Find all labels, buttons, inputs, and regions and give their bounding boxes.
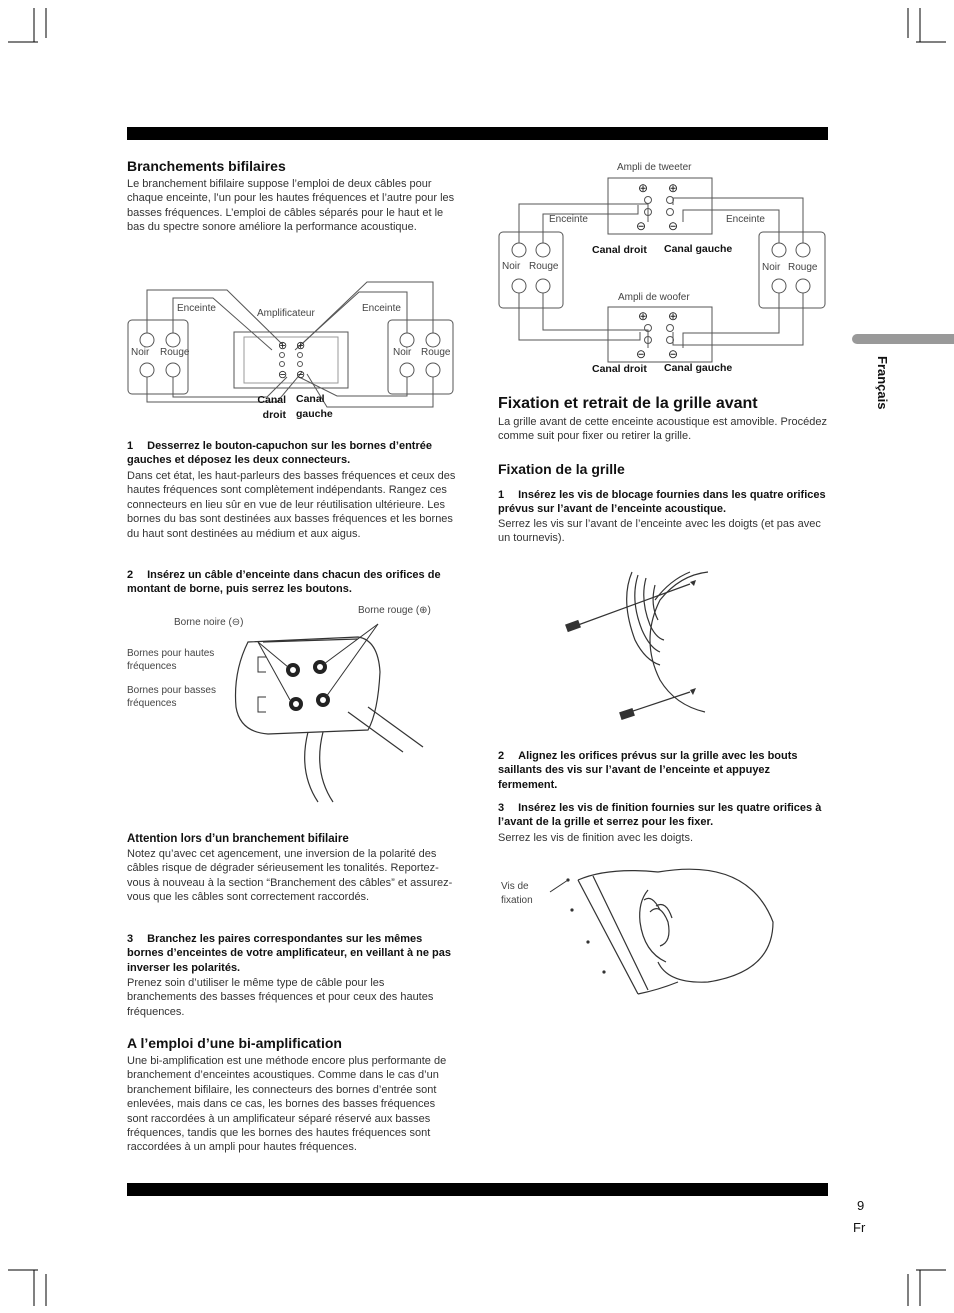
borne-rouge-label: Borne rouge (⊕) [358,605,431,616]
diagram1-canal-gauche: Canal gauche [296,393,333,420]
language-code: Fr [853,1220,866,1235]
svg-text:⊕: ⊕ [668,309,679,323]
heading-fixation-retrait-grille: Fixation et retrait de la grille avant [498,395,758,412]
step-text: Branchez les paires correspondantes sur les mêmes bornes d’enceintes de votre amplificateur, en veillant à ne pas inverser les polarités. [127,933,452,974]
bottom-rule [127,1183,828,1196]
grille-step2-title [498,749,828,792]
borne-noire-label: Borne noire (⊖) [174,617,244,628]
bifilaire-step3-title [127,932,457,975]
diagram2-canal-gauche-bottom: Canal gauche [664,362,733,374]
ampli-tweeter-label: Ampli de tweeter [617,162,692,173]
bifilaire-intro: Le branchement bifilaire suppose l’emploi de deux câbles pour chaque enceinte, l’un pour les hautes fréquences et l’autre pour les basses fréquences. L’emploi de câbles séparés pour le haut et le bas du spectre sonore améliore la performance acoustique. [127,178,455,234]
svg-text:⊕: ⊕ [278,340,288,352]
diagram2-canal-gauche-top: Canal gauche [664,243,733,255]
grille-step3-body: Serrez les vis de finition avec les doigts. [498,832,694,844]
step-text: Desserrez le bouton-capuchon sur les bornes d’entrée gauches et déposez les deux connecteurs. [127,440,432,467]
vis-fixation-label-line2: fixation [501,895,533,906]
step-number: 1 [127,440,134,452]
step-number: 2 [498,750,505,762]
step-text: Insérez les vis de finition fournies sur les quatre orifices à l’avant de la grille et serrez pour les fixer. [498,802,822,829]
bifilaire-step1-title [127,439,457,468]
heading-bi-amplification: A l’emploi d’une bi-amplification [127,1035,342,1051]
grille-illustration [548,862,778,1002]
diagram1-canal-droit: Canal droit [257,394,286,421]
grille-step1-title [498,488,828,517]
diagram1-rouge-right: Rouge [421,347,451,358]
svg-text:⊖: ⊖ [296,369,306,381]
top-rule [127,127,828,140]
diagram1-noir-right: Noir [393,347,412,358]
bornes-hautes-label: Bornes pour hautes fréquences [127,648,215,672]
step-text: Insérez un câble d’enceinte dans chacun des orifices de montant de borne, puis serrez les boutons. [127,569,441,596]
page-number: 9 [857,1198,865,1213]
step-number: 2 [127,569,134,581]
grille-step1-body: Serrez les vis sur l’avant de l’enceinte avec les doigts (et pas avec un tournevis). [498,518,821,545]
step-text: Alignez les orifices prévus sur la grille avec les bouts saillants des vis sur l’avant de l’enceinte et appuyez fermement. [498,750,798,791]
step-number: 1 [498,489,505,501]
diagram1-rouge-left: Rouge [160,347,190,358]
diagram1-noir-left: Noir [131,347,150,358]
diagram1-amplificateur: Amplificateur [257,308,315,319]
terminal-diagram [228,612,458,812]
language-label: Français [875,356,890,410]
screw-illustration-1 [560,570,720,730]
diagram2-noir-left: Noir [502,261,521,272]
svg-text:⊖: ⊖ [668,347,679,361]
grille-intro: La grille avant de cette enceinte acoustique est amovible. Procédez comme suit pour fixer ou retirer la grille. [498,416,827,443]
attention-body: Notez qu’avec cet agencement, une inversion de la polarité des câbles risque de dégrader sérieusement les tonalités. Reportez-vous à nouveau à la section “Branchement des câbles” et assurez-vous que les câbles sont correctement raccordés. [127,848,453,904]
bifilaire-step1-body: Dans cet état, les haut-parleurs des basses fréquences et ceux des hautes fréquences sont complètement indépendants. Rangez ces connecteurs en lieu sûr en vue de leur réutilisation ultérieure. Les bornes du bas sont destinées aux basses fréquences et les bornes du haut sont destinées au médium et aux aigus. [127,470,456,540]
bornes-basses-label: Bornes pour basses fréquences [127,685,216,709]
attention-heading: Attention lors d’un branchement bifilaire [127,833,349,845]
svg-text:⊖: ⊖ [668,219,679,233]
svg-text:⊕: ⊕ [668,181,679,195]
ampli-woofer-label: Ampli de woofer [618,292,690,303]
svg-text:⊖: ⊖ [636,219,647,233]
svg-text:⊖: ⊖ [636,347,647,361]
diagram2-canal-droit-bottom: Canal droit [592,363,647,375]
bi-amplification-body: Une bi-amplification est une méthode encore plus performante de branchement d’enceintes acoustiques. Comme dans le cas d’un branchement bifilaire, les connecteurs des bornes d’entrée sont enlevées, mais dans ce cas, les bornes des basses fréquences sont raccordées à un amplificateur séparé réservé aux basses fréquences, tandis que les bornes des hautes fréquences sont raccordées à un ampli pour hautes fréquences. [127,1055,447,1154]
heading-branchements-bifilaires: Branchements bifilaires [127,158,286,174]
diagram2-canal-droit-top: Canal droit [592,244,647,256]
biamp-diagram [498,170,828,380]
diagram2-rouge-right: Rouge [788,262,818,273]
diagram2-noir-right: Noir [762,262,781,273]
svg-text:⊕: ⊕ [638,309,649,323]
bifilaire-step2-title [127,568,457,597]
diagram1-enceinte-left: Enceinte [177,303,216,314]
step-text: Insérez les vis de blocage fournies dans les quatre orifices prévus sur l’avant de l’enceinte acoustique. [498,489,826,516]
diagram2-enceinte-left: Enceinte [549,214,588,225]
svg-text:⊖: ⊖ [278,369,288,381]
svg-text:⊕: ⊕ [638,181,649,195]
diagram2-rouge-left: Rouge [529,261,559,272]
bifilaire-step3-body: Prenez soin d’utiliser le même type de câble pour les branchements des basses fréquences et pour ceux des hautes fréquences. [127,977,434,1018]
svg-text:⊕: ⊕ [296,340,306,352]
grille-step3-title [498,801,828,830]
heading-fixation-grille: Fixation de la grille [498,461,625,477]
step-number: 3 [127,933,134,945]
step-number: 3 [498,802,505,814]
diagram2-enceinte-right: Enceinte [726,214,765,225]
vis-fixation-label-line1: Vis de [501,881,529,892]
language-tab [852,334,954,344]
diagram1-enceinte-right: Enceinte [362,303,401,314]
